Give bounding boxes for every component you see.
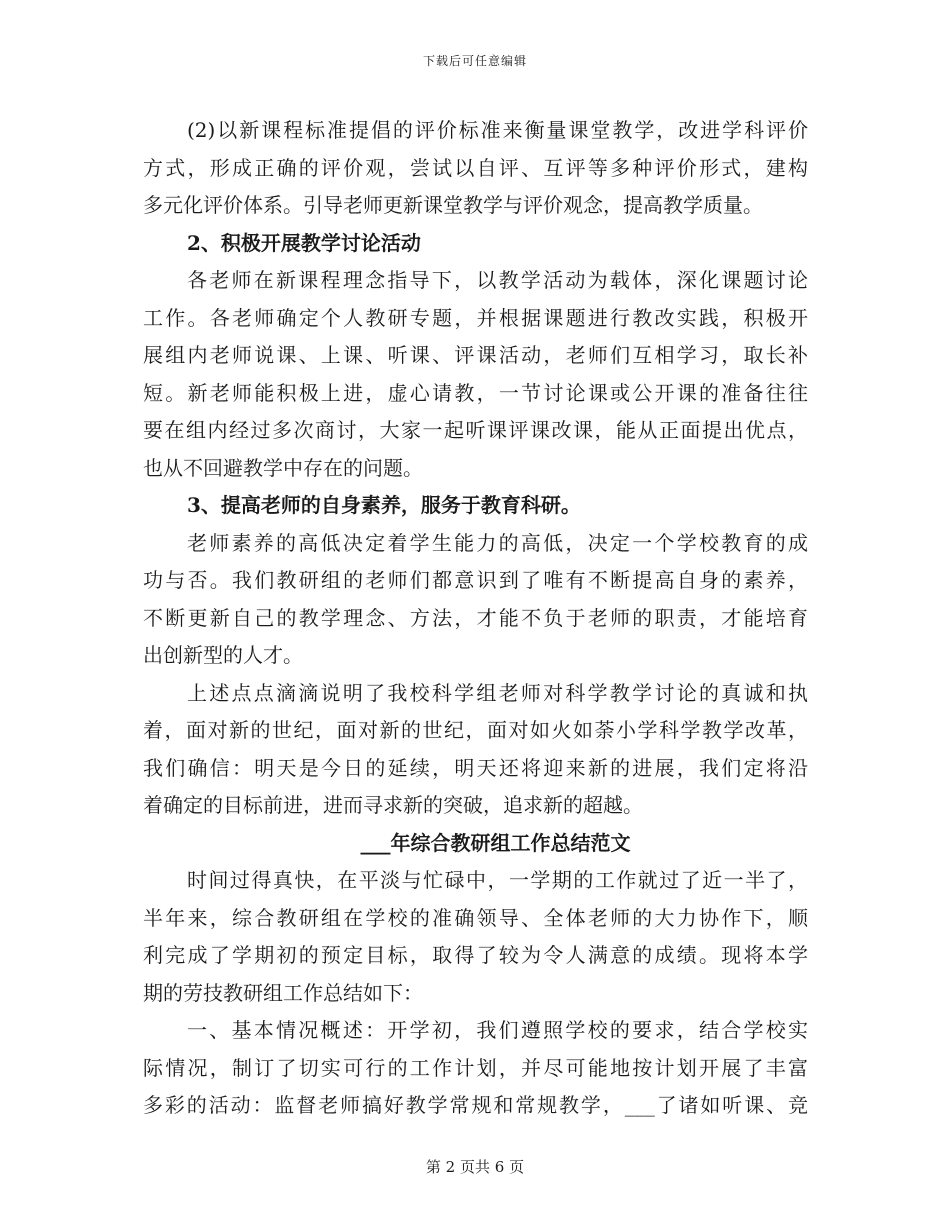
- body-line: 不断更新自己的教学理念、方法，才能不负于老师的职责，才能培育: [143, 605, 808, 630]
- page-header: 下载后可任意编辑: [422, 54, 527, 68]
- section-heading: 3、提高老师的自身素养，服务于教育科研。: [187, 493, 581, 517]
- body-line: 半年来，综合教研组在学校的准确领导、全体老师的大力协作下，顺: [143, 905, 808, 930]
- body-line: 展组内老师说课、上课、听课、评课活动，老师们互相学习，取长补: [143, 343, 808, 367]
- body-line: 一、基本情况概述：开学初，我们遵照学校的要求，结合学校实: [187, 1018, 808, 1042]
- body-line: 着，面对新的世纪，面对新的世纪，面对如火如荼小学科学教学改革，: [143, 718, 808, 742]
- body-line: 工作。各老师确定个人教研专题，并根据课题进行教改实践，积极开: [143, 305, 808, 330]
- body-line: 多彩的活动：监督老师搞好教学常规和常规教学，___了诸如听课、竞: [143, 1093, 808, 1117]
- body-line: 方式，形成正确的评价观，尝试以自评、互评等多种评价形式，建构: [143, 155, 808, 180]
- body-line: 出创新型的人才。: [143, 643, 303, 667]
- page-footer: 第 2 页共 6 页: [425, 1158, 525, 1176]
- body-line: 时间过得真快，在平淡与忙碌中，一学期的工作就过了近一半了，: [187, 868, 808, 892]
- body-line: 短。新老师能积极上进，虚心请教，一节讨论课或公开课的准备往往: [143, 380, 808, 405]
- body-line: 也从不回避教学中存在的问题。: [143, 455, 423, 480]
- body-line: 老师素养的高低决定着学生能力的高低，决定一个学校教育的成: [187, 530, 808, 555]
- body-line: 际情况，制订了切实可行的工作计划，并尽可能地按计划开展了丰富: [143, 1055, 808, 1080]
- body-line: 着确定的目标前进，进而寻求新的突破，追求新的超越。: [143, 793, 643, 817]
- body-line: 期的劳技教研组工作总结如下：: [143, 980, 423, 1005]
- body-line: 多元化评价体系。引导老师更新课堂教学与评价观念，提高教学质量。: [143, 193, 763, 217]
- body-line: 各老师在新课程理念指导下，以教学活动为载体，深化课题讨论: [187, 268, 808, 292]
- document-title: ___年综合教研组工作总结范文: [360, 830, 631, 855]
- body-line: (2)以新课程标准提倡的评价标准来衡量课堂教学，改进学科评价: [187, 118, 808, 142]
- body-line: 上述点点滴滴说明了我校科学组老师对科学教学讨论的真诚和执: [187, 680, 808, 705]
- body-line: 利完成了学期初的预定目标，取得了较为令人满意的成绩。现将本学: [143, 943, 808, 967]
- body-line: 要在组内经过多次商讨，大家一起听课评课改课，能从正面提出优点，: [143, 418, 808, 442]
- body-line: 我们确信：明天是今日的延续，明天还将迎来新的进展，我们定将沿: [143, 755, 808, 780]
- section-heading: 2、积极开展教学讨论活动: [187, 230, 421, 255]
- document-body: [143, 112, 808, 1125]
- body-line: 功与否。我们教研组的老师们都意识到了唯有不断提高自身的素养，: [143, 568, 808, 592]
